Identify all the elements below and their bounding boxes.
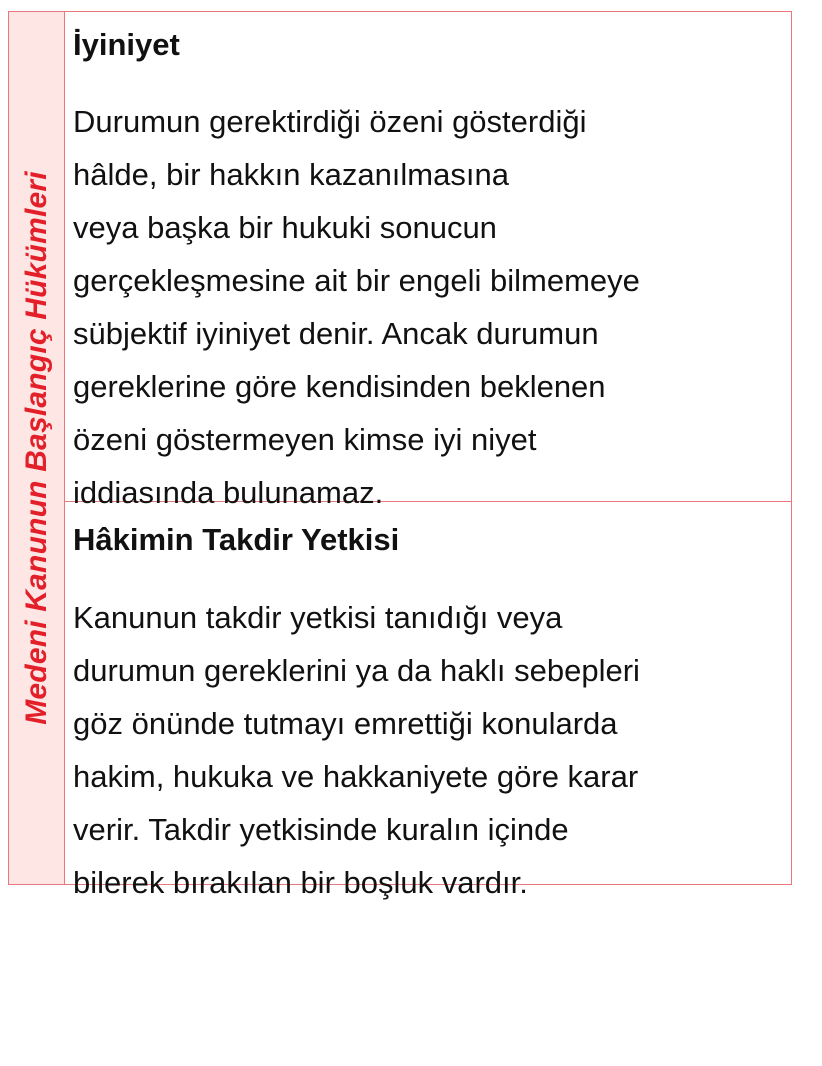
info-table xyxy=(8,11,792,900)
section-body xyxy=(73,591,783,909)
body-line: bilerek bırakılan bir boşluk vardır. xyxy=(73,865,528,900)
body-line: hâlde, bir hakkın kazanılmasına xyxy=(73,157,509,192)
body-line: Durumun gerektirdiği özeni gösterdiği xyxy=(73,104,587,139)
body-line: verir. Takdir yetkisinde kuralın içinde xyxy=(73,812,569,847)
section-heading: Hâkimin Takdir Yetkisi xyxy=(73,522,400,557)
body-line: durumun gereklerini ya da haklı sebepleri xyxy=(73,653,640,688)
section-body xyxy=(73,95,783,519)
body-line: gerçekleşmesine ait bir engeli bilmemeye xyxy=(73,263,640,298)
body-line: iddiasında bulunamaz. xyxy=(73,475,384,510)
body-line: Kanunun takdir yetkisi tanıdığı veya xyxy=(73,600,563,635)
side-title: Medeni Kanunun Başlangıç Hükümleri xyxy=(19,171,53,725)
body-line: hakim, hukuka ve hakkaniyete göre karar xyxy=(73,759,639,794)
body-line: sübjektif iyiniyet denir. Ancak durumun xyxy=(73,316,599,351)
section-heading: İyiniyet xyxy=(73,27,180,62)
body-line: veya başka bir hukuki sonucun xyxy=(73,210,497,245)
section-judge-discretion xyxy=(65,502,791,900)
side-title-cell xyxy=(9,12,65,884)
body-line: göz önünde tutmayı emrettiği konularda xyxy=(73,706,618,741)
body-line: gereklerine göre kendisinden beklenen xyxy=(73,369,606,404)
body-line: özeni göstermeyen kimse iyi niyet xyxy=(73,422,537,457)
section-good-faith xyxy=(65,12,791,510)
